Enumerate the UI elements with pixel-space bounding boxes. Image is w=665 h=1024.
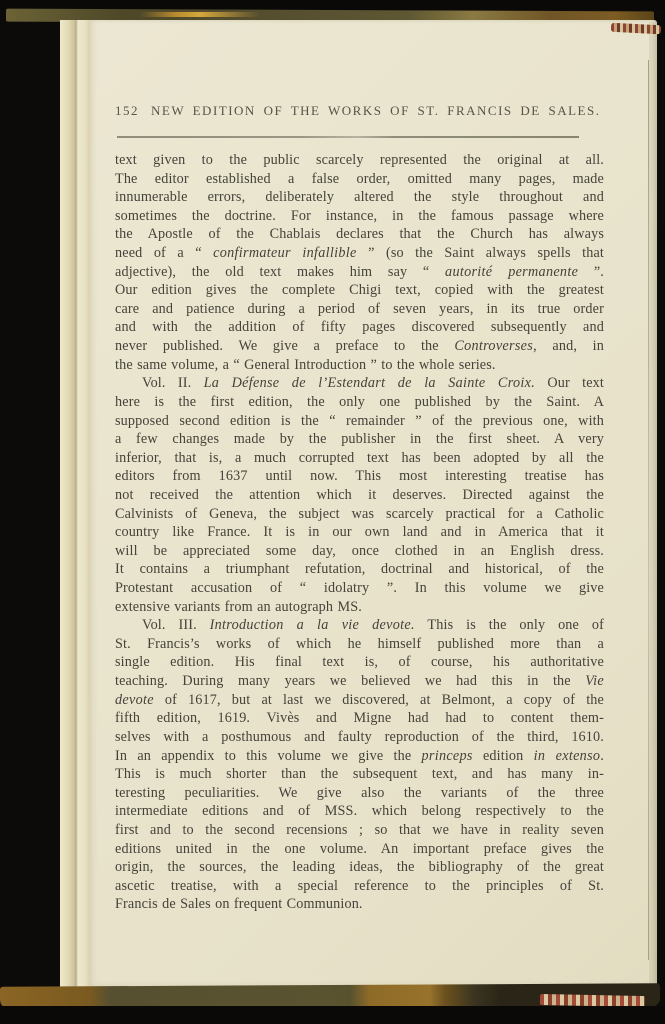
text-line [115,225,604,244]
text-segment: Francis de Sales on frequent Communion. [115,896,363,913]
page-stack-edges [0,18,62,996]
text-line [115,821,604,840]
text-line [115,709,604,728]
text-line [115,877,604,896]
gilt-speck [140,12,260,17]
text-line [115,653,604,672]
text-segment: St. Francis’s works of which he himself published more than a [115,635,604,652]
text-segment: adjective), the old text makes him say “ [115,263,446,280]
text-line [115,616,604,635]
running-header [115,103,604,119]
page-number: 152 [115,103,139,118]
text-segment: the Apostle of the Chablais declares that the Church has always [115,226,604,243]
text-segment: teresting peculiarities. We give also the variants of the three [115,784,604,801]
italic-text-segment: Vie [585,673,604,690]
italic-text-segment: Introduction a la vie devote. [209,617,415,634]
text-line [115,635,604,654]
text-line [115,505,604,524]
italic-text-segment: confirmateur infallible [213,245,357,262]
body-text [115,151,604,914]
text-segment: inferior, that is, a much corrupted text has been adopted by all the [115,449,604,466]
text-line [115,579,604,598]
text-line [115,449,604,468]
text-line [115,356,604,375]
text-segment: ascetic treatise, with a special reference to the principles of St. [115,877,604,894]
text-segment: In an appendix to this volume we give the [115,747,422,764]
text-line [115,672,604,691]
text-line [115,784,604,803]
text-segment: the same volume, a “ General Introduction ” to the whole series. [115,356,496,373]
text-segment: Vol. III. [142,617,210,634]
text-segment: The editor established a false order, omitted many pages, made [115,170,604,187]
text-line [115,281,604,300]
text-segment: will be appreciated some day, once clothed in an English dress. [115,542,604,559]
text-line [115,486,604,505]
text-segment: not received the attention which it deserves. Directed against the [115,486,604,503]
text-line [115,858,604,877]
text-line [115,207,604,226]
text-line [115,560,604,579]
text-segment: never published. We give a preface to the [115,338,455,355]
text-segment: and with the addition of fifty pages discovered subsequently and [115,319,604,336]
text-line [115,263,604,282]
text-line [115,337,604,356]
italic-text-segment: devote [115,691,154,708]
text-line [115,300,604,319]
text-line [115,430,604,449]
text-segment: This is the only one of [414,617,604,634]
text-segment: origin, the sources, the leading ideas, the bibliography of the great [115,859,604,876]
text-segment: Our edition gives the complete Chigi text, copied with the greatest [115,282,604,299]
text-segment: edition [472,747,534,764]
text-segment: Our text [535,375,604,392]
text-segment: supposed second edition is the “ remainder ” of the previous one, with [115,412,604,429]
page-right-margin-shade [649,22,658,990]
text-line [115,728,604,747]
text-segment: care and patience during a period of seven years, in its true order [115,300,604,317]
text-line [115,188,604,207]
text-segment: Vol. II. [142,375,204,392]
italic-text-segment: in extenso [533,747,601,764]
italic-text-segment: Controverses [454,338,534,355]
text-segment: , and, in [533,338,604,355]
text-segment: here is the first edition, the only one published by the Saint. A [115,393,604,410]
text-line [115,170,604,189]
text-segment: of 1617, but at last we discovered, at Belmont, a copy of the [153,691,604,708]
text-segment: Calvinists of Geneva, the subject was scarcely practical for a Catholic [115,505,604,522]
text-segment: It contains a triumphant refutation, doctrinal and historical, of the [115,561,604,578]
text-segment: innumerable errors, deliberately altered the style throughout and [115,189,604,206]
text-line [115,151,604,170]
text-line [115,412,604,431]
text-line [115,244,604,263]
text-line [115,840,604,859]
background-bottom [0,1006,665,1024]
text-line [115,467,604,486]
text-line [115,374,604,393]
text-line [115,393,604,412]
text-segment: fifth edition, 1619. Vivès and Migne had had to content them- [115,710,604,727]
text-line [115,765,604,784]
text-line [115,747,604,766]
italic-text-segment: autorité permanente [445,263,579,280]
header-rule [117,136,579,138]
text-segment: editions united in the one volume. An important preface gives the [115,840,604,857]
text-segment: extensive variants from an autograph MS. [115,598,362,615]
text-segment: selves with a posthumous and faulty reproduction of the third, 1610. [115,728,604,745]
italic-text-segment: princeps [421,747,473,764]
text-segment: . [600,747,604,764]
text-line [115,542,604,561]
text-segment: teaching. During many years we believed we had this in the [115,673,586,690]
text-line [115,895,604,914]
text-segment: ”. [578,263,604,280]
text-line [115,598,604,617]
text-segment: editors from 1637 until now. This most interesting treatise has [115,468,604,485]
italic-text-segment: La Défense de l’Estendart de la Sainte Croix. [203,375,536,392]
text-segment: country like France. It is in our own land and in America that it [115,524,604,541]
text-segment: sometimes the doctrine. For instance, in the famous passage where [115,207,604,224]
page-content [115,103,604,913]
text-line [115,318,604,337]
text-segment: ” (so the Saint always spells that [356,245,604,262]
text-segment: text given to the public scarcely represented the original at all. [115,152,604,168]
text-segment: This is much shorter than the subsequent text, and has many in- [115,766,604,783]
running-title: NEW EDITION OF THE WORKS OF ST. FRANCIS DE SALES. [151,103,601,118]
text-segment: a few changes made by the publisher in the first sheet. A very [115,431,604,448]
text-line [115,523,604,542]
text-segment: single edition. His final text is, of course, his authoritative [115,654,604,671]
underlying-page-edges [60,20,92,992]
text-line [115,802,604,821]
text-segment: need of a “ [115,245,214,262]
text-line [115,691,604,710]
text-segment: intermediate editions and of MSS. which belong respectively to the [115,803,604,820]
text-segment: first and to the second recensions ; so that we have in reality seven [115,821,604,838]
text-segment: Protestant accusation of “ idolatry ”. In this volume we give [115,580,604,597]
